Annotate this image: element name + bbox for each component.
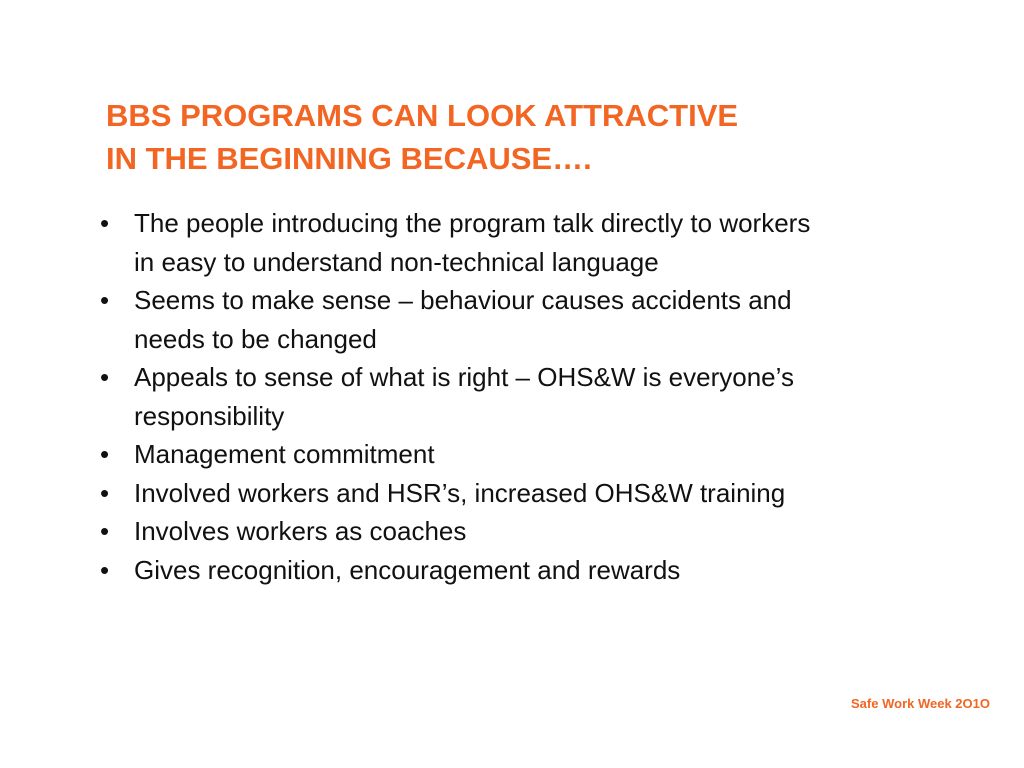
bullet-text: Management commitment bbox=[134, 439, 435, 469]
bullet-text: Involved workers and HSR’s, increased OHS&W training bbox=[134, 477, 786, 508]
bullet-dot-icon: • bbox=[100, 554, 110, 585]
bullet-dot-icon: • bbox=[100, 285, 110, 315]
bullet-dot-icon: • bbox=[100, 362, 110, 392]
bullet-dot-icon: • bbox=[100, 477, 110, 508]
bullet-item bbox=[96, 358, 836, 435]
bullet-dot-icon: • bbox=[100, 516, 110, 546]
bullet-item bbox=[96, 474, 836, 513]
footer-caption: Safe Work Week 2O1O bbox=[851, 696, 990, 711]
bullet-item bbox=[96, 551, 836, 590]
bullet-text: Seems to make sense – behaviour causes accidents and needs to be changed bbox=[134, 285, 792, 354]
bullet-item bbox=[96, 281, 836, 358]
bullet-dot-icon: • bbox=[100, 439, 110, 469]
bullet-dot-icon: • bbox=[100, 208, 110, 238]
bullet-item bbox=[96, 512, 836, 551]
bullet-item bbox=[96, 435, 836, 474]
slide-title bbox=[106, 94, 906, 180]
slide-title-line-2: IN THE BEGINNING BECAUSE…. bbox=[106, 141, 592, 176]
bullet-list bbox=[96, 204, 836, 589]
bullet-text: Gives recognition, encouragement and rewards bbox=[134, 554, 681, 585]
slide-title-line-1: BBS PROGRAMS CAN LOOK ATTRACTIVE bbox=[106, 98, 739, 133]
bullet-text: The people introducing the program talk directly to workers in easy to understand non-technical language bbox=[134, 208, 811, 277]
bullet-text: Involves workers as coaches bbox=[134, 516, 467, 546]
bullet-item bbox=[96, 204, 836, 281]
bullet-text: Appeals to sense of what is right – OHS&W is everyone’s responsibility bbox=[134, 362, 794, 431]
